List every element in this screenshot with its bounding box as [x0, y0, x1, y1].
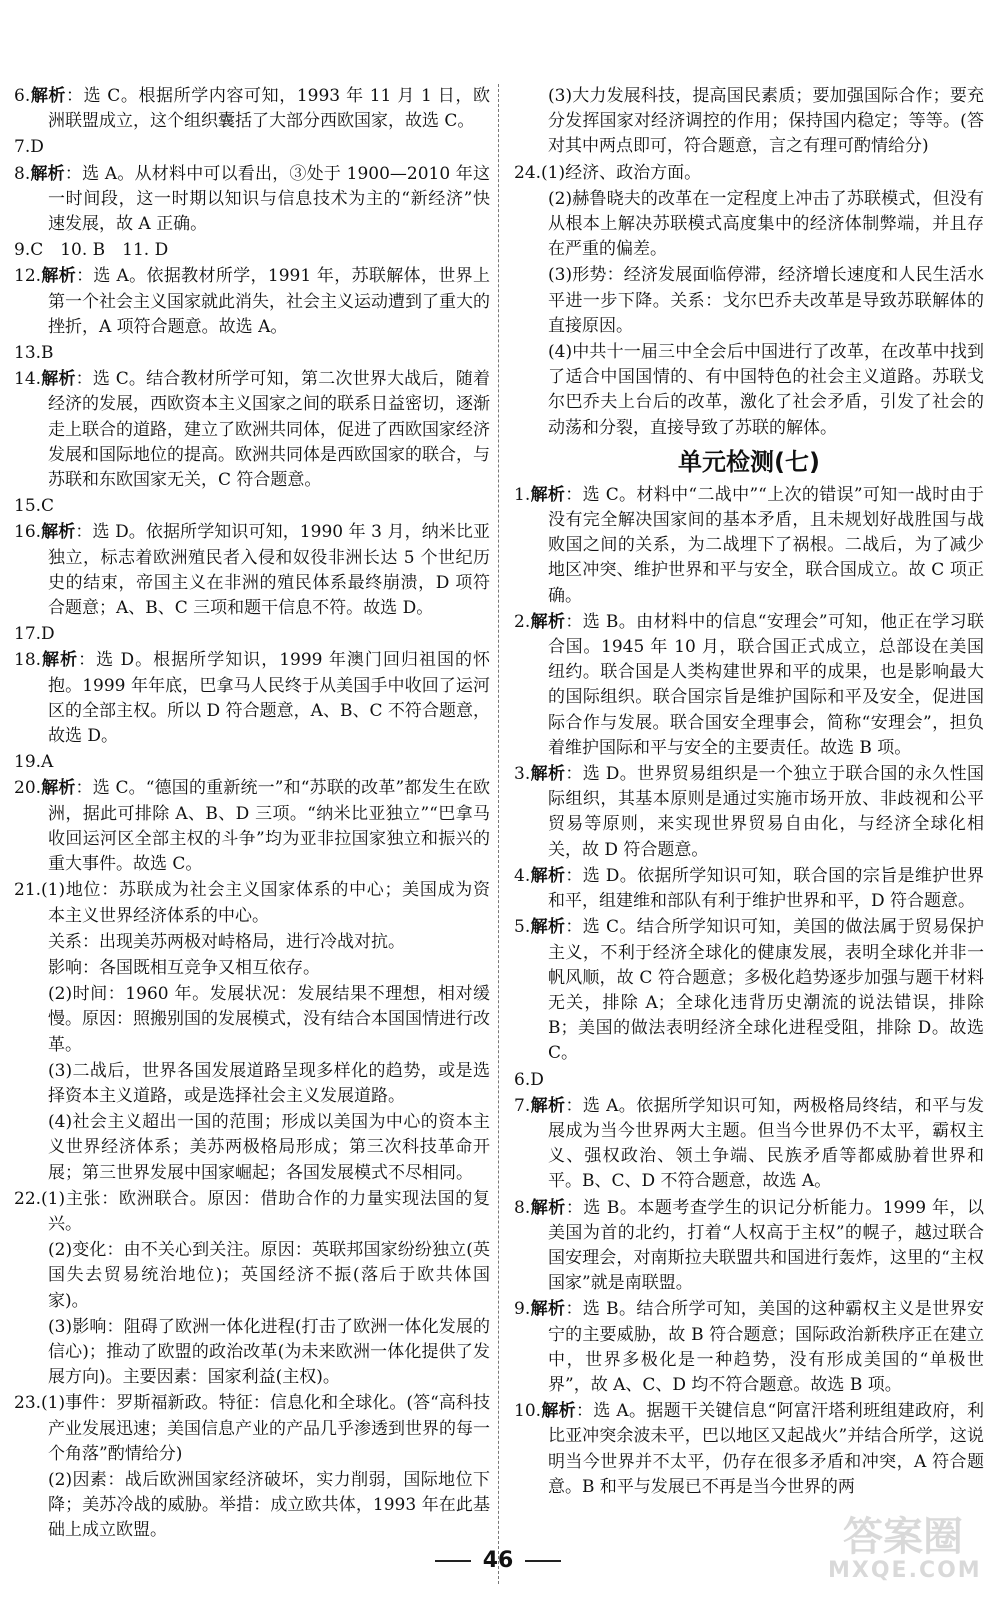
- answer-item: [14, 1187, 490, 1237]
- answer-text: (1)事件：罗斯福新政。特征：信息化和全球化。(答“高科技产业发展迅速；美国信息产业的产品几乎渗透到世界的每一个角落”酌情给分): [41, 1393, 490, 1464]
- answer-text: ：选 C。材料中“二战中”“上次的错误”可知一战时由于没有完全解决国家间的基本矛盾，且未规划好战胜国与战败国之间的关系，为二战埋下了祸根。二战后，为了减少地区冲突、维护世界和平与安全，联合国成立。故 C 项正确。: [548, 484, 984, 606]
- answer-number: 9.: [14, 240, 31, 261]
- answer-number: 20.: [14, 778, 42, 799]
- answer-text: (1)地位：苏联成为社会主义国家体系的中心；美国成为资本主义世界经济体系的中心。: [41, 880, 490, 926]
- analysis-label: 解析: [41, 522, 76, 543]
- answer-item: [14, 1059, 490, 1109]
- answer-item: [514, 340, 984, 441]
- answer-text: (2)变化：由不关心到关注。原因：英联邦国家纷纷独立(英国失去贸易统治地位)；英国经济不振(落后于欧共体国家)。: [48, 1240, 490, 1311]
- answer-number: 9.: [514, 1299, 531, 1320]
- analysis-label: 解析: [41, 369, 76, 390]
- answer-item: [14, 1110, 490, 1186]
- watermark-logo: [828, 1514, 982, 1592]
- watermark-line2: MXQE.COM: [828, 1558, 982, 1583]
- answer-number: 22.: [14, 1188, 42, 1209]
- right-column: [514, 84, 984, 1501]
- answer-text: (4)中共十一届三中全会后中国进行了改革，在改革中找到了适合中国国情的、有中国特色的社会主义道路。苏联戈尔巴乔夫上台后的改革，激化了社会矛盾，引发了社会的动荡和分裂，直接导致了苏联的解体。: [548, 342, 984, 438]
- answer-number: 17.: [14, 624, 42, 645]
- answer-number: 7.: [514, 1095, 531, 1116]
- answer-text: C: [41, 496, 55, 517]
- analysis-label: 解析: [41, 266, 77, 287]
- answer-text: (1)主张：欧洲联合。原因：借助合作的力量实现法国的复兴。: [41, 1188, 490, 1234]
- analysis-label: 解析: [530, 1095, 566, 1116]
- answer-item: [514, 1297, 984, 1398]
- answer-item: [14, 1238, 490, 1314]
- answer-text: C 10. B 11. D: [30, 240, 169, 261]
- footer-dash-right: [525, 1560, 561, 1562]
- answer-text: (2)时间：1960 年。发展状况：发展结果不理想，相对缓慢。原因：照搬别国的发展模式，没有结合本国国情进行改革。: [48, 984, 490, 1055]
- answer-item: [14, 956, 490, 981]
- answer-text: D: [41, 624, 55, 645]
- answer-item: [14, 520, 490, 621]
- answer-item: [514, 1399, 984, 1500]
- answer-number: 12.: [14, 266, 42, 287]
- answer-item: [14, 648, 490, 749]
- answer-number: 10.: [514, 1401, 542, 1422]
- answer-text: ：选 C。结合教材所学可知，第二次世界大战后，随着经济的发展，西欧资本主义国家之间的联系日益密切，逐渐走上联合的道路，建立了欧洲共同体，促进了西欧国家经济发展和国际地位的提高。欧洲共同体是西欧国家的联合，与苏联和东欧国家无关，C 符合题意。: [48, 369, 490, 491]
- answer-text: 影响：各国既相互竞争又相互依存。: [48, 957, 320, 978]
- answer-text: ：选 A。依据教材所学，1991 年，苏联解体，世界上第一个社会主义国家就此消失，社会主义运动遭到了重大的挫折，A 项符合题意。故选 A。: [48, 266, 490, 337]
- answer-item: [14, 367, 490, 493]
- answer-text: ：选 D。根据所学知识，1999 年澳门回归祖国的怀抱。1999 年年底，巴拿马人民终于从美国手中收回了运河区的全部主权。所以 D 符合题意，A、B、C 不符合题意，故选 D。: [48, 650, 490, 747]
- answer-text: (3)形势：经济发展面临停滞，经济增长速度和人民生活水平进一步下降。关系：戈尔巴乔夫改革是导致苏联解体的直接原因。: [548, 265, 984, 336]
- answer-text: (3)影响：阻碍了欧洲一体化进程(打击了欧洲一体化发展的信心)；推动了欧盟的政治改革(为未来欧洲一体化提供了发展方向)。主要因素：国家利益(主权)。: [48, 1316, 490, 1388]
- answer-item: [14, 1468, 490, 1544]
- answer-text: (2)因素：战后欧洲国家经济破坏，实力削弱，国际地位下降；美苏冷战的威胁。举措：成立欧共体，1993 年在此基础上成立欧盟。: [48, 1469, 490, 1541]
- answer-text: A: [41, 752, 54, 773]
- answer-text: ：选 B。结合所学可知，美国的这种霸权主义是世界安宁的主要威胁，故 B 符合题意；国际政治新秩序正在建立中，世界多极化是一种趋势，没有形成美国的“单极世界”，故 A、C、D 均不符合题意。故选 B 项。: [548, 1299, 985, 1395]
- page-number: 46: [482, 1548, 514, 1573]
- analysis-label: 解析: [41, 650, 79, 671]
- answer-number: 19.: [14, 752, 42, 773]
- answer-number: 13.: [14, 343, 42, 364]
- answer-item: [514, 483, 984, 609]
- answer-item: [514, 263, 984, 339]
- answer-item: [514, 187, 984, 263]
- answer-item: [514, 864, 984, 914]
- answer-text: (3)二战后，世界各国发展道路呈现多样化的趋势，或是选择资本主义道路，或是选择社会主义发展道路。: [48, 1060, 490, 1106]
- answer-text: (4)社会主义超出一国的范围；形成以美国为中心的资本主义世界经济体系；美苏两极格局形成；第三次科技革命开展；第三世界发展中国家崛起；各国发展模式不尽相同。: [48, 1112, 490, 1183]
- answer-item: [14, 84, 490, 134]
- answer-number: 14.: [14, 369, 42, 390]
- answer-item: [14, 162, 490, 238]
- answer-item: [14, 135, 490, 160]
- answer-item: [514, 1094, 984, 1195]
- answer-item: [514, 84, 984, 160]
- answer-item: [514, 915, 984, 1066]
- analysis-label: 解析: [530, 917, 566, 938]
- answer-number: 4.: [514, 865, 531, 886]
- answer-text: ：选 C。根据所学内容可知，1993 年 11 月 1 日，欧洲联盟成立，这个组织囊括了大部分西欧国家，故选 C。: [48, 86, 490, 132]
- analysis-label: 解析: [530, 1299, 566, 1320]
- answer-number: 24.: [514, 162, 542, 183]
- answer-text: ：选 A。据题干关键信息“阿富汗塔利班组建政府，利比亚冲突余波未平，巴以地区又起战火”并结合所学，这说明当今世界并不太平，仍存在很多矛盾和冲突，A 符合题意。B 和平与发展已不再是当今世界的两: [548, 1401, 984, 1497]
- answer-number: 21.: [14, 880, 42, 901]
- answer-number: 23.: [14, 1393, 42, 1414]
- answer-text: ：选 A。依据所学知识可知，两极格局终结，和平与发展成为当今世界两大主题。但当今世界仍不太平，霸权主义、强权政治、领土争端、民族矛盾等都威胁着世界和平。B、C、D 不符合题意，故选 A。: [548, 1095, 984, 1192]
- answer-text: D: [30, 137, 44, 158]
- answer-text: ：选 D。依据所学知识可知，1990 年 3 月，纳米比亚独立，标志着欧洲殖民者入侵和奴役非洲长达 5 个世纪历史的结束，帝国主义在非洲的殖民体系最终崩溃，D 项符合题意；A、B、C 三项和题干信息不符。故选 D。: [48, 522, 491, 619]
- answer-item: [514, 161, 984, 186]
- answer-item: [514, 610, 984, 761]
- answer-text: ：选 C。结合所学知识可知，美国的做法属于贸易保护主义，不利于经济全球化的健康发展，表明全球化并非一帆风顺，故 C 符合题意；多极化趋势逐步加强与题干材料无关，排除 A；全球化违背历史潮流的说法错误，排除 B；美国的做法表明经济全球化进程受阻，排除 D。故选 C。: [548, 917, 984, 1064]
- analysis-label: 解析: [30, 163, 65, 184]
- answer-number: 18.: [14, 650, 42, 671]
- answer-number: 8.: [514, 1197, 531, 1218]
- analysis-label: 解析: [541, 1401, 576, 1422]
- answer-text: (1)经济、政治方面。: [541, 162, 702, 183]
- answer-item: [14, 494, 490, 519]
- answer-item: [14, 341, 490, 366]
- column-divider: [498, 84, 499, 1584]
- answer-number: 5.: [514, 917, 531, 938]
- analysis-label: 解析: [530, 865, 566, 886]
- answer-number: 8.: [14, 163, 31, 184]
- answer-number: 6.: [514, 1069, 531, 1090]
- answer-item: [14, 622, 490, 647]
- footer-dash-left: [435, 1560, 471, 1562]
- answer-item: [14, 1391, 490, 1467]
- answer-number: 16.: [14, 522, 42, 543]
- answer-item: [514, 1068, 984, 1093]
- answer-text: 关系：出现美苏两极对峙格局，进行冷战对抗。: [48, 931, 405, 952]
- answer-item: [14, 1315, 490, 1391]
- answer-item: [14, 878, 490, 928]
- answer-text: ：选 D。依据所学知识可知，联合国的宗旨是维护世界和平，组建维和部队有利于维护世界和平，D 符合题意。: [548, 865, 984, 912]
- watermark-line1: 答案圈: [843, 1514, 963, 1560]
- analysis-label: 解析: [530, 764, 566, 785]
- analysis-label: 解析: [30, 86, 67, 106]
- answer-item: [14, 930, 490, 955]
- left-column: [14, 84, 490, 1545]
- answer-text: D: [530, 1069, 544, 1090]
- analysis-label: 解析: [530, 611, 566, 632]
- answer-text: (3)大力发展科技，提高国民素质；要加强国际合作；要充分发挥国家对经济调控的作用；保持国内稳定；等等。(答对其中两点即可，符合题意，言之有理可酌情给分): [548, 86, 984, 157]
- answer-item: [14, 750, 490, 775]
- answer-item: [14, 982, 490, 1058]
- answer-item: [514, 1196, 984, 1297]
- answer-number: 1.: [514, 484, 531, 505]
- analysis-label: 解析: [41, 778, 76, 799]
- answer-item: [514, 762, 984, 863]
- section-title: 单元检测(七): [678, 447, 820, 476]
- answer-number: 3.: [514, 764, 531, 785]
- answer-number: 7.: [14, 137, 31, 158]
- answer-number: 2.: [514, 611, 531, 632]
- answer-text: ：选 A。从材料中可以看出，③处于 1900—2010 年这一时间段，这一时期以知识与信息技术为主的“新经济”快速发展，故 A 正确。: [48, 163, 491, 235]
- answer-item: [14, 264, 490, 340]
- answer-number: 15.: [14, 496, 42, 517]
- analysis-label: 解析: [530, 484, 566, 505]
- answer-text: B: [41, 343, 54, 364]
- answer-number: 6.: [14, 86, 31, 106]
- right-column-top: [514, 84, 984, 441]
- answer-text: ：选 C。“德国的重新统一”和“苏联的改革”都发生在欧洲，据此可排除 A、B、D 三项。“纳米比亚独立”“巴拿马收回运河区全部主权的斗争”均为亚非拉国家独立和振兴的重大事件。故选 C。: [48, 778, 490, 875]
- answer-text: ：选 B。由材料中的信息“安理会”可知，他正在学习联合国。1945 年 10 月，联合国正式成立，总部设在美国纽约。联合国是人类构建世界和平的成果，也是影响最大的国际组织。联合国宗旨是维护国际和平及安全，促进国际合作与发展。联合国安全理事会，简称“安理会”，担负着维护国际和平与安全的主要责任。故选 B 项。: [548, 611, 984, 758]
- answer-text: ：选 B。本题考查学生的识记分析能力。1999 年，以美国为首的北约，打着“人权高于主权”的幌子，越过联合国安理会，对南斯拉夫联盟共和国进行轰炸，这里的“主权国家”就是南联盟。: [548, 1197, 984, 1294]
- answer-text: (2)赫鲁晓夫的改革在一定程度上冲击了苏联模式，但没有从根本上解决苏联模式高度集中的经济体制弊端，并且存在严重的偏差。: [548, 188, 984, 260]
- answer-item: [14, 238, 490, 263]
- right-column-bottom: [514, 483, 984, 1500]
- analysis-label: 解析: [530, 1197, 566, 1218]
- answer-item: [14, 776, 490, 877]
- answer-text: ：选 D。世界贸易组织是一个独立于联合国的永久性国际组织，其基本原则是通过实施市场开放、非歧视和公平贸易等原则，来实现世界贸易自由化，与经济全球化相关，故 D 符合题意。: [548, 764, 984, 860]
